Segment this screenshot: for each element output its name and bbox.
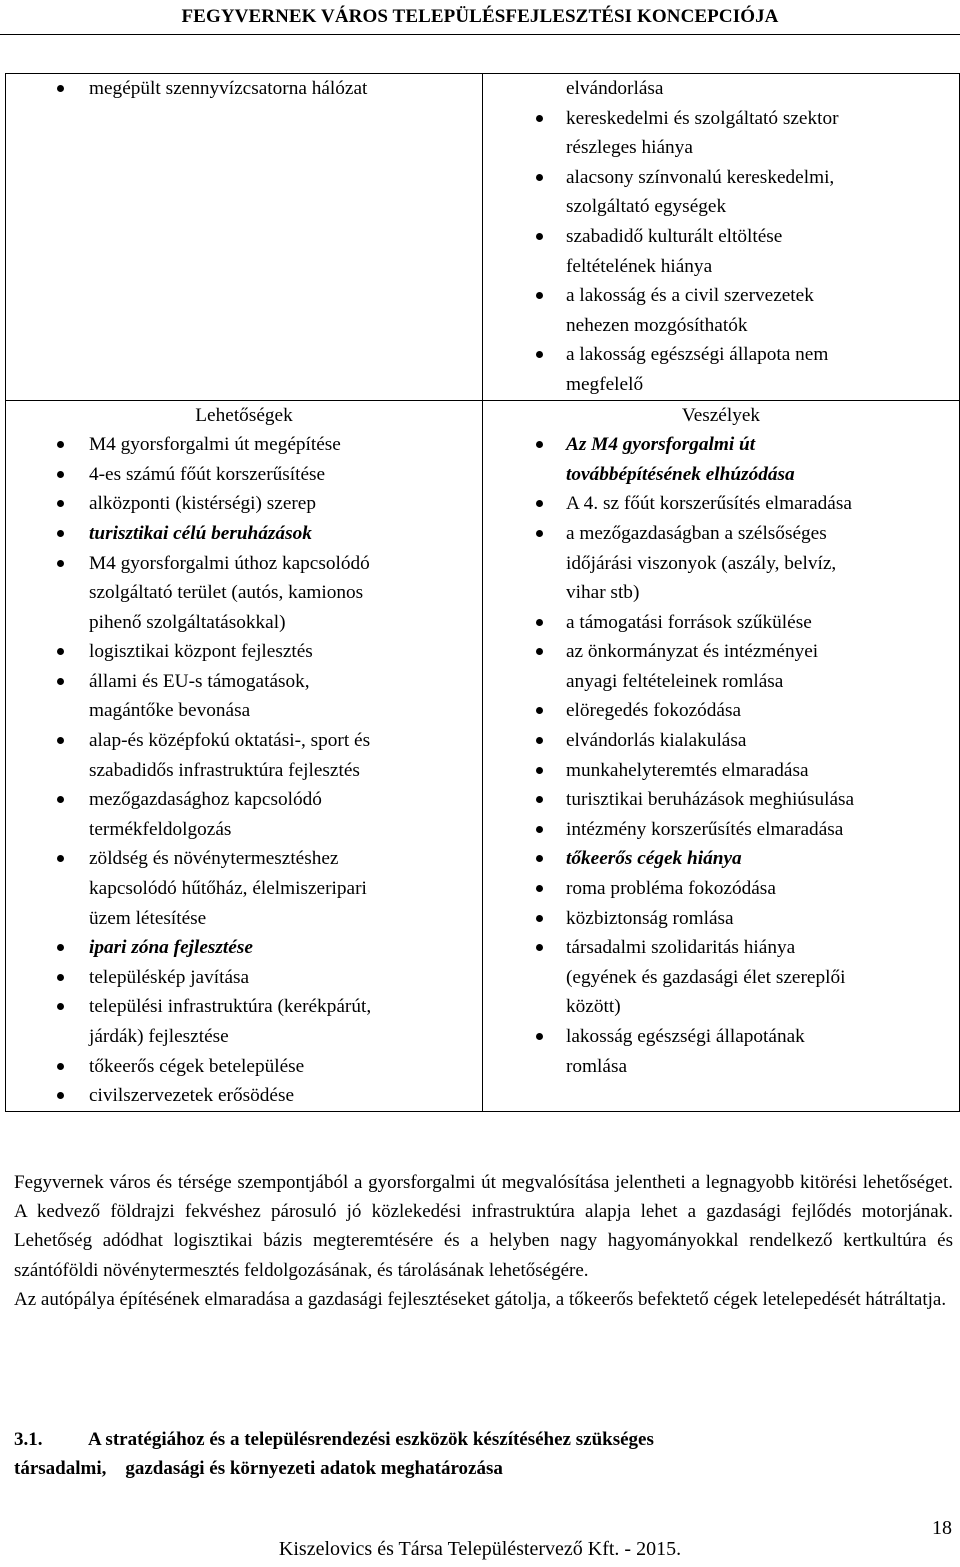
list-item xyxy=(6,1081,482,1111)
list-item xyxy=(483,785,959,815)
bullet-icon xyxy=(57,648,64,655)
section-title-line-1: A stratégiához és a településrendezési eszközök készítéséhez szükséges xyxy=(88,1429,654,1450)
section-heading-line-1 xyxy=(14,1425,914,1454)
list-item xyxy=(6,992,482,1051)
list-item xyxy=(483,874,959,904)
list-item xyxy=(6,74,482,104)
opportunities-list xyxy=(6,430,482,1111)
bullet-icon xyxy=(536,441,543,448)
bullet-icon xyxy=(57,678,64,685)
bullet-icon xyxy=(57,500,64,507)
list-item-line: nehezen mozgósíthatók xyxy=(566,314,748,336)
list-item xyxy=(483,726,959,756)
list-item xyxy=(483,815,959,845)
list-item-line: elvándorlás kialakulása xyxy=(566,730,747,752)
list-item xyxy=(6,844,482,933)
list-item xyxy=(6,726,482,785)
bullet-icon xyxy=(57,530,64,537)
list-item-line: magántőke bevonása xyxy=(89,700,251,722)
page-number: 18 xyxy=(932,1517,952,1539)
list-item-line: a lakosság egészségi állapota nem xyxy=(566,344,829,366)
list-item xyxy=(6,549,482,638)
list-item-line: szabadidő kulturált eltöltése xyxy=(566,225,783,247)
list-item-line: járdák) fejlesztése xyxy=(89,1026,229,1047)
list-item-line: a mezőgazdaságban a szélsőséges xyxy=(566,522,827,544)
list-item-line: A 4. sz főút korszerűsítés elmaradása xyxy=(566,493,852,515)
list-item xyxy=(483,281,959,340)
bullet-icon xyxy=(536,885,543,892)
opportunities-heading: Lehetőségek xyxy=(195,404,293,426)
list-item-line: állami és EU-s támogatások, xyxy=(89,670,310,692)
swot-table xyxy=(5,73,960,1112)
list-item-line: tőkeerős cégek hiánya xyxy=(566,848,742,870)
list-item-line: szabadidős infrastruktúra fejlesztés xyxy=(89,759,360,781)
list-item-line: szolgáltató egységek xyxy=(566,196,727,218)
list-item-line: társadalmi szolidaritás hiánya xyxy=(566,937,796,959)
bullet-icon xyxy=(536,351,543,358)
list-item xyxy=(483,163,959,222)
list-item-line: turisztikai célú beruházások xyxy=(89,522,312,544)
bullet-icon xyxy=(57,737,64,744)
list-item-line: alacsony színvonalú kereskedelmi, xyxy=(566,166,835,188)
bullet-icon xyxy=(57,1003,64,1010)
top-left-list xyxy=(6,74,482,104)
list-item-line: mezőgazdasághoz kapcsolódó xyxy=(89,789,322,811)
list-item xyxy=(483,904,959,934)
list-item-line: továbbépítésének elhúzódása xyxy=(566,463,795,485)
list-item-line: anyagi feltételeinek romlása xyxy=(566,670,784,692)
list-item-line: turisztikai beruházások meghiúsulása xyxy=(566,789,855,811)
list-item-line: közbiztonság romlása xyxy=(566,907,734,929)
list-item-line: M4 gyorsforgalmi út megépítése xyxy=(89,434,341,456)
swot-row-top xyxy=(6,74,960,401)
bullet-icon xyxy=(57,471,64,478)
list-item xyxy=(6,489,482,519)
list-item-line: az önkormányzat és intézményei xyxy=(566,641,819,663)
bullet-icon xyxy=(536,500,543,507)
list-item xyxy=(483,696,959,726)
bullet-icon xyxy=(536,826,543,833)
bullet-icon xyxy=(536,648,543,655)
bullet-icon xyxy=(536,767,543,774)
list-item-line: között) xyxy=(566,996,621,1018)
swot-row-bottom xyxy=(6,400,960,1111)
list-item-line: szolgáltató terület (autós, kamionos xyxy=(89,582,364,604)
list-item-line: a támogatási források szűkülése xyxy=(566,611,812,633)
list-item xyxy=(483,222,959,281)
bullet-icon xyxy=(536,530,543,537)
list-item xyxy=(6,667,482,726)
bullet-icon xyxy=(536,737,543,744)
list-item xyxy=(483,756,959,786)
list-item-line: pihenő szolgáltatásokkal) xyxy=(89,611,286,633)
bullet-icon xyxy=(57,1092,64,1099)
body-paragraph-1: Fegyvernek város és térsége szempontjából a gyorsforgalmi út megvalósítása jelentheti a legnagyobb kitörési lehetőséget. A kedvező földrajzi fekvéshez párosuló jó közlekedési infrastruktúra alapja lehet a gazdasági fejlődés motorjának. Lehetőség adódhat logisztikai bázis megteremtésére és a helyben nagy hagyományokkal rendelkező kertkultúra és szántóföldi növénytermesztés feldolgozásának, és tárolásának lehetőségére. xyxy=(14,1172,953,1281)
threats-list xyxy=(483,430,959,1081)
list-item-line: M4 gyorsforgalmi úthoz kapcsolódó xyxy=(89,552,370,574)
body-text xyxy=(14,1168,953,1314)
section-title-line-2: társadalmi, gazdasági és környezeti adatok meghatározása xyxy=(14,1458,503,1479)
list-item xyxy=(483,637,959,696)
list-item xyxy=(483,519,959,608)
list-item-line: a lakosság és a civil szervezetek xyxy=(566,285,814,307)
bullet-icon xyxy=(536,796,543,803)
bullet-icon xyxy=(536,944,543,951)
list-item-line: 4-es számú főút korszerűsítése xyxy=(89,463,326,485)
list-item xyxy=(483,340,959,399)
list-item-line: részleges hiánya xyxy=(566,137,693,159)
list-item-line: romlása xyxy=(566,1055,628,1077)
bullet-icon xyxy=(536,115,543,122)
list-item-line: munkahelyteremtés elmaradása xyxy=(566,759,809,781)
header-divider xyxy=(0,34,960,35)
list-item-line: feltételének hiánya xyxy=(566,255,713,277)
list-item-line: Az M4 gyorsforgalmi út xyxy=(566,434,756,456)
bullet-icon xyxy=(536,233,543,240)
list-item xyxy=(483,844,959,874)
top-left-cell xyxy=(6,74,483,401)
list-item-line: települési infrastruktúra (kerékpárút, xyxy=(89,996,372,1018)
list-item xyxy=(6,785,482,844)
list-item xyxy=(6,1052,482,1082)
bullet-icon xyxy=(57,85,64,92)
threats-heading: Veszélyek xyxy=(681,404,761,426)
threats-cell xyxy=(483,400,960,1111)
list-item xyxy=(483,608,959,638)
top-right-cell xyxy=(483,74,960,401)
list-item-line: civilszervezetek erősödése xyxy=(89,1085,295,1107)
bullet-icon xyxy=(536,1033,543,1040)
list-item xyxy=(6,933,482,963)
list-item-line: roma probléma fokozódása xyxy=(566,878,776,900)
bullet-icon xyxy=(57,441,64,448)
continued-item-text: elvándorlása xyxy=(566,78,664,99)
bullet-icon xyxy=(536,619,543,626)
section-heading xyxy=(14,1425,914,1483)
list-item-line: üzem létesítése xyxy=(89,907,207,929)
list-item-line: lakosság egészségi állapotának xyxy=(566,1026,805,1047)
page-footer: Kiszelovics és Társa Településtervező Kft. - 2015. xyxy=(278,1538,682,1560)
bullet-icon xyxy=(57,944,64,951)
list-item-line: megfelelő xyxy=(566,373,644,395)
list-item-line: településkép javítása xyxy=(89,966,250,988)
list-item-line: alközponti (kistérségi) szerep xyxy=(89,493,317,515)
bullet-icon xyxy=(536,707,543,714)
bullet-icon xyxy=(57,974,64,981)
bullet-icon xyxy=(57,560,64,567)
bullet-icon xyxy=(536,855,543,862)
list-item xyxy=(6,430,482,460)
opportunities-cell xyxy=(6,400,483,1111)
list-item-line: tőkeerős cégek betelepülése xyxy=(89,1055,305,1077)
bullet-icon xyxy=(57,855,64,862)
list-item-line: termékfeldolgozás xyxy=(89,818,232,840)
list-item-line: intézmény korszerűsítés elmaradása xyxy=(566,818,844,840)
bullet-icon xyxy=(57,1063,64,1070)
list-item xyxy=(483,430,959,489)
list-item xyxy=(483,489,959,519)
list-item xyxy=(483,933,959,1022)
list-item-line: megépült szennyvízcsatorna hálózat xyxy=(89,78,368,99)
section-number: 3.1. xyxy=(14,1429,43,1450)
list-item xyxy=(483,104,959,163)
list-item-line: kapcsolódó hűtőház, élelmiszeripari xyxy=(89,878,367,900)
bullet-icon xyxy=(536,915,543,922)
bullet-icon xyxy=(57,796,64,803)
list-item xyxy=(6,460,482,490)
list-item-line: (egyének és gazdasági élet szereplői xyxy=(566,966,846,988)
list-item-line: ipari zóna fejlesztése xyxy=(89,937,253,959)
list-item-line: logisztikai központ fejlesztés xyxy=(89,641,313,663)
list-item xyxy=(6,519,482,549)
page-header-title: FEGYVERNEK VÁROS TELEPÜLÉSFEJLESZTÉSI KONCEPCIÓJA xyxy=(181,6,779,27)
list-item-line: elöregedés fokozódása xyxy=(566,700,742,722)
list-item-line: kereskedelmi és szolgáltató szektor xyxy=(566,107,839,129)
list-item-line: zöldség és növénytermesztéshez xyxy=(89,848,339,870)
bullet-icon xyxy=(536,292,543,299)
list-item xyxy=(6,963,482,993)
list-item xyxy=(483,1022,959,1081)
list-item xyxy=(6,637,482,667)
list-item-line: vihar stb) xyxy=(566,582,640,604)
top-right-list xyxy=(483,104,959,400)
body-paragraph-2: Az autópálya építésének elmaradása a gazdasági fejlesztéseket gátolja, a tőkeerős befektető cégek letelepedését hátráltatja. xyxy=(14,1288,947,1310)
list-item-line: időjárási viszonyok (aszály, belvíz, xyxy=(566,552,837,574)
list-item-line: alap-és középfokú oktatási-, sport és xyxy=(89,730,371,752)
bullet-icon xyxy=(536,174,543,181)
